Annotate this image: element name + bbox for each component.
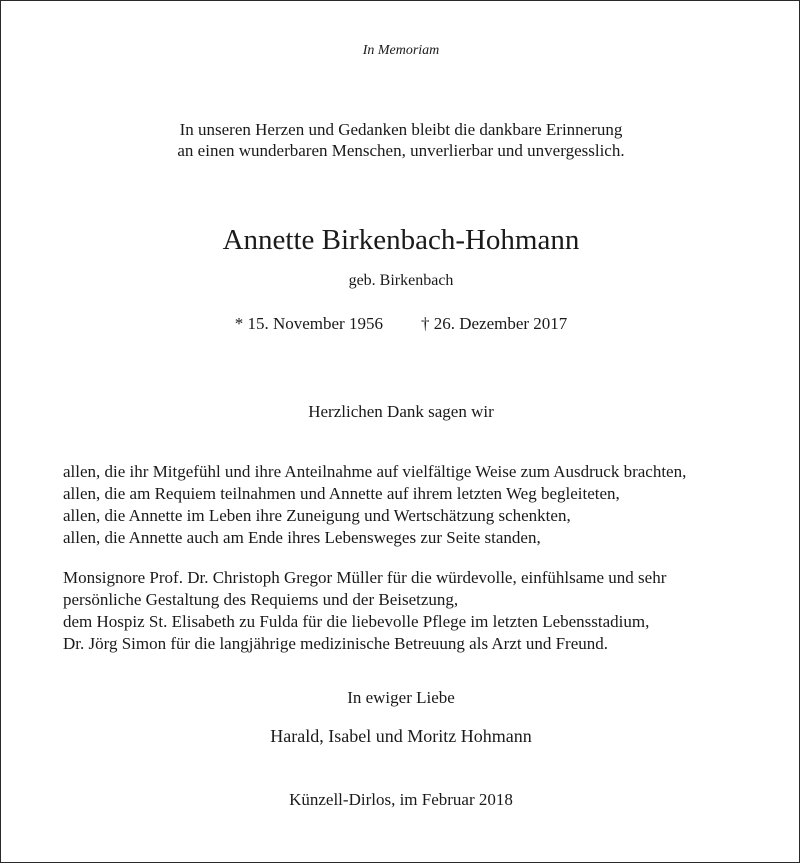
thanks-general-list [63,461,686,549]
intro-line: an einen wunderbaren Menschen, unverlierbar und unvergesslich. [177,141,625,160]
thanks-line: Dr. Jörg Simon für die langjährige medizinische Betreuung als Arzt und Freund. [63,634,608,653]
thanks-heading: Herzlichen Dank sagen wir [308,402,494,421]
intro-text [1,119,800,161]
thanks-line: allen, die am Requiem teilnahmen und Annette auf ihrem letzten Weg begleiteten, [63,484,620,503]
thanks-line: dem Hospiz St. Elisabeth zu Fulda für die liebevolle Pflege im letzten Lebensstadium, [63,612,650,631]
birth-date: * 15. November 1956 [234,314,383,333]
place-date: Künzell-Dirlos, im Februar 2018 [289,790,513,809]
thanks-line: allen, die ihr Mitgefühl und ihre Anteilnahme auf vielfältige Weise zum Ausdruck brachten, [63,462,687,481]
thanks-specific-list [63,567,666,655]
deceased-name: Annette Birkenbach-Hohmann [222,224,580,256]
family-signature: Harald, Isabel und Moritz Hohmann [270,726,532,746]
notice-heading: In Memoriam [362,43,440,58]
thanks-line: Monsignore Prof. Dr. Christoph Gregor Müller für die würdevolle, einfühlsame und sehr [63,568,667,587]
intro-line: In unseren Herzen und Gedanken bleibt die dankbare Erinnerung [179,120,623,139]
thanks-line: allen, die Annette auch am Ende ihres Lebensweges zur Seite standen, [63,528,541,547]
life-dates [1,314,800,334]
closing-phrase: In ewiger Liebe [347,688,455,707]
thanks-line: persönliche Gestaltung des Requiems und der Beisetzung, [63,590,459,609]
birth-name: geb. Birkenbach [348,272,454,289]
death-date: † 26. Dezember 2017 [420,314,568,333]
thanks-line: allen, die Annette im Leben ihre Zuneigung und Wertschätzung schenkten, [63,506,571,525]
